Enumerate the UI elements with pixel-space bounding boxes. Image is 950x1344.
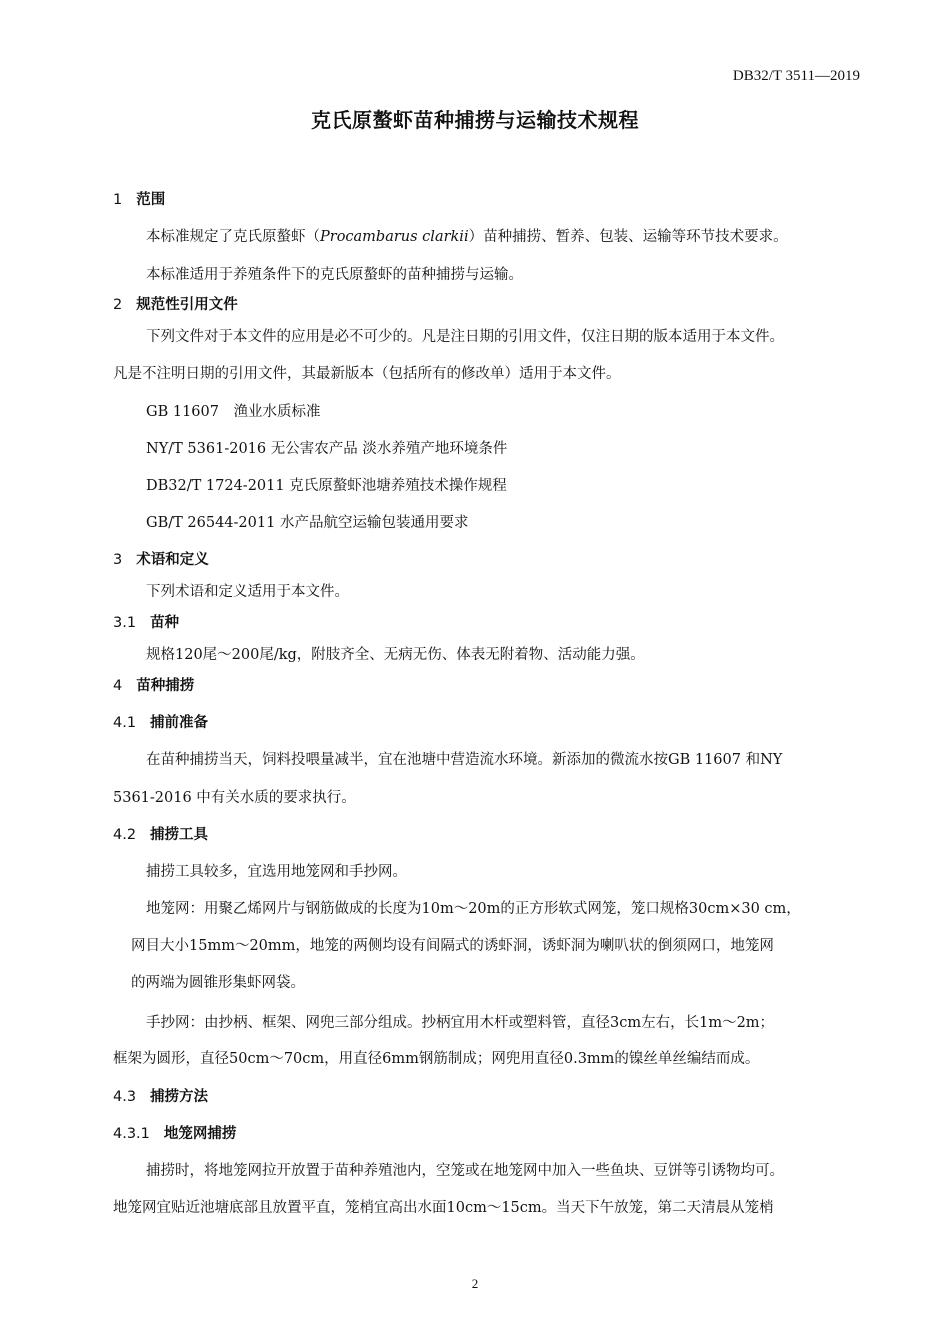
section-3-1-title: 苗种 [150,615,180,631]
section-1-paragraph-2: 本标准适用于养殖条件下的克氏原螯虾的苗种捕捞与运输。 [146,267,523,283]
section-3-1-paragraph: 规格120尾～200尾/kg，附肢齐全、无病无伤、体表无附着物、活动能力强。 [146,647,645,663]
section-2-heading [113,293,238,314]
section-4-2-paragraph-3-line-1: 手抄网：由抄柄、框架、网兜三部分组成。抄柄宜用木杆或塑料管，直径3cm左右，长1m～2m； [146,1015,775,1031]
section-4-2-paragraph-1: 捕捞工具较多，宜选用地笼网和手抄网。 [146,864,407,880]
section-4-2-paragraph-2-line-3: 的两端为圆锥形集虾网袋。 [131,975,305,991]
section-4-2-heading [113,823,208,844]
section-1-paragraph-1: 本标准规定了克氏原螯虾（Procambarus clarkii）苗种捕捞、暂养、包装、运输等环节技术要求。 [146,229,788,245]
section-3-title: 术语和定义 [136,552,209,568]
section-2-number: 2 [113,297,123,313]
section-4-3-1-title: 地笼网捕捞 [163,1126,237,1142]
section-4-2-paragraph-2-line-2: 网目大小15mm～20mm，地笼的两侧均设有间隔式的诱虾洞，诱虾洞为喇叭状的倒须网口，地笼网 [131,938,774,954]
section-2-paragraph-line-1: 下列文件对于本文件的应用是必不可少的。凡是注日期的引用文件，仅注日期的版本适用于本文件。 [146,329,784,345]
section-4-2-title: 捕捞工具 [150,827,209,843]
section-4-title: 苗种捕捞 [136,678,195,694]
section-4-1-line-2: 5361-2016 中有关水质的要求执行。 [113,790,356,806]
latin-name: Procambarus clarkii [320,229,469,245]
section-4-3-number: 4.3 [113,1089,137,1105]
section-4-1-number: 4.1 [113,715,137,731]
section-4-1-line-1: 在苗种捕捞当天，饲料投喂量减半，宜在池塘中营造流水环境。新添加的微流水按GB 11607 和NY [146,752,783,768]
section-4-1-title: 捕前准备 [150,715,209,731]
section-4-number: 4 [113,678,123,694]
section-4-heading [113,674,194,695]
section-4-1-heading [113,711,208,732]
reference-item: GB 11607 渔业水质标准 [146,404,321,420]
section-3-1-number: 3.1 [113,615,137,631]
section-4-3-1-line-2: 地笼网宜贴近池塘底部且放置平直，笼梢宜高出水面10cm～15cm。当天下午放笼，第二天清晨从笼梢 [113,1200,774,1216]
section-3-heading [113,548,209,569]
section-4-3-1-line-1: 捕捞时，将地笼网拉开放置于苗种养殖池内，空笼或在地笼网中加入一些鱼块、豆饼等引诱物均可。 [146,1163,784,1179]
section-2-title: 规范性引用文件 [136,297,238,313]
section-1-heading [113,188,165,209]
section-4-3-1-number: 4.3.1 [113,1126,150,1142]
section-3-number: 3 [113,552,123,568]
standard-code: DB32/T 3511—2019 [732,68,860,84]
section-4-2-number: 4.2 [113,827,137,843]
page-title: 克氏原螯虾苗种捕捞与运输技术规程 [311,108,639,132]
section-4-3-1-heading [113,1122,236,1143]
section-4-3-title: 捕捞方法 [150,1089,209,1105]
section-1-number: 1 [113,192,123,208]
reference-item: NY/T 5361-2016 无公害农产品 淡水养殖产地环境条件 [146,441,508,457]
reference-item: GB/T 26544-2011 水产品航空运输包装通用要求 [146,515,469,531]
section-4-3-heading [113,1085,208,1106]
section-3-paragraph: 下列术语和定义适用于本文件。 [146,584,349,600]
page-number: 2 [471,1276,479,1291]
section-3-1-heading [113,611,179,632]
section-4-2-paragraph-2-line-1: 地笼网：用聚乙烯网片与钢筋做成的长度为10m～20m的正方形软式网笼，笼口规格30cm×30 cm， [146,901,801,917]
section-4-2-paragraph-3-line-2: 框架为圆形，直径50cm～70cm，用直径6mm钢筋制成；网兜用直径0.3mm的镍丝单丝编结而成。 [113,1051,760,1067]
reference-item: DB32/T 1724-2011 克氏原螯虾池塘养殖技术操作规程 [146,478,507,494]
section-1-title: 范围 [136,192,166,208]
section-2-paragraph-line-2: 凡是不注明日期的引用文件，其最新版本（包括所有的修改单）适用于本文件。 [113,366,621,382]
